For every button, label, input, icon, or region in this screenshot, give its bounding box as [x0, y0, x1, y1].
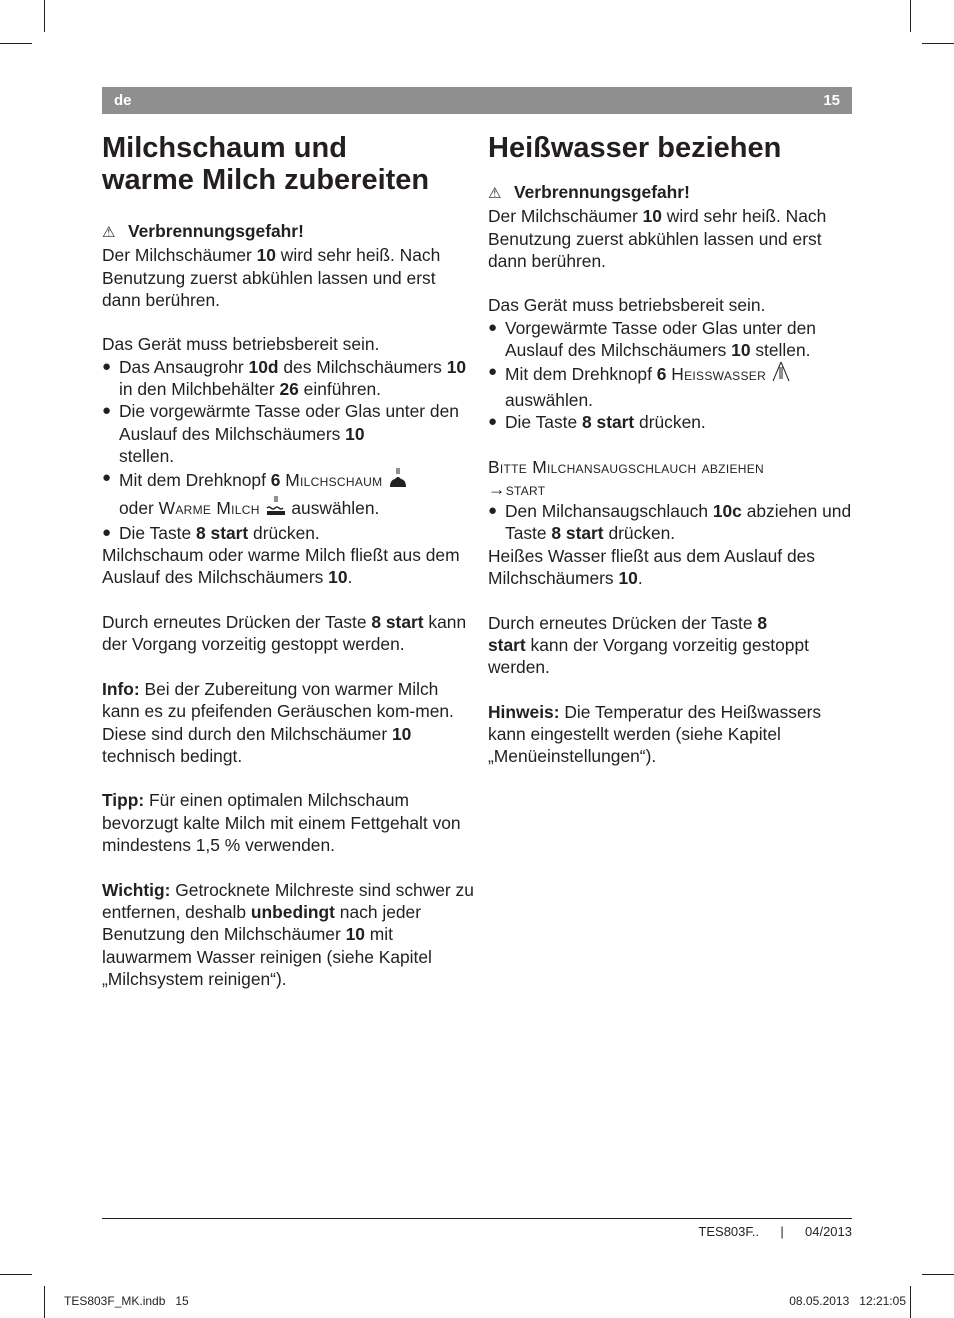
model-number: TES803F..	[698, 1224, 760, 1239]
bullet-icon: ●	[102, 357, 112, 375]
ref-number: 8 start	[371, 612, 424, 633]
text: einführen.	[298, 379, 382, 400]
text: Milchschaum oder warme Milch fließt aus dem Auslauf des Milchschäumers	[102, 545, 460, 588]
ref-number: 10	[642, 206, 662, 227]
flow-text	[488, 545, 854, 590]
edition-date: 04/2013	[805, 1224, 852, 1239]
text: Die Taste	[119, 522, 197, 543]
text: Vorgewärmte Tasse oder Glas unter den Auslauf des Milchschäumers	[505, 317, 816, 361]
text: Für einen optimalen Milchschaum bevorzugt kalte Milch mit einem Fettgehalt von mindestens 1,5 % verwenden.	[102, 790, 461, 856]
ref-number: 10	[328, 567, 348, 588]
ref-number: 10d	[248, 356, 279, 377]
bullet-icon: ●	[488, 318, 498, 336]
title-line: Milchschaum und	[102, 132, 347, 164]
text: Das Ansaugrohr	[119, 356, 249, 377]
text: .	[347, 567, 353, 588]
ready-text: Das Gerät muss betriebsbereit sein.	[488, 295, 766, 316]
ref-number: 26	[279, 379, 299, 400]
list-item	[102, 467, 474, 522]
text: Die Temperatur des Heißwassers kann eingestellt werden (siehe Kapitel „Menüeinstellungen“).	[488, 701, 822, 767]
display-label: Warme Milch	[158, 497, 260, 518]
ref-number: 10	[345, 423, 365, 444]
text: mit lauwarmem Wasser reinigen (siehe Kapitel „Milchsystem reinigen“).	[102, 924, 432, 989]
ref-number: 10	[618, 568, 638, 589]
text: Heißes Wasser fließt aus dem Auslauf des Milchschäumers	[488, 545, 816, 589]
print-slug-file: TES803F_MK.indb 15	[64, 1294, 189, 1308]
important-label: Wichtig:	[102, 879, 171, 900]
important-text	[102, 879, 474, 990]
text: Der Milchschäumer	[102, 245, 257, 266]
ref-number: 10	[731, 340, 751, 361]
crop-mark	[44, 1286, 45, 1318]
ref-number: 6	[656, 364, 667, 385]
list-item	[488, 500, 854, 545]
text: Durch erneutes Drücken der Taste	[488, 612, 758, 633]
text: stellen.	[750, 340, 811, 361]
milk-foam-icon	[387, 467, 409, 494]
separator: |	[780, 1224, 784, 1239]
text: stellen.	[119, 445, 175, 466]
tip-text	[102, 789, 474, 856]
text: Bei der Zubereitung von warmer Milch kann es zu pfeifenden Geräuschen kom-men. Diese sind durch den Milchschäumer	[102, 678, 454, 744]
display-message	[488, 456, 854, 501]
list-item	[488, 361, 854, 411]
warm-milk-icon	[265, 495, 287, 522]
page-header-bar	[102, 87, 852, 114]
info-label: Info:	[102, 678, 140, 699]
text: kann der Vorgang vorzeitig gestoppt werden.	[102, 612, 467, 655]
emphasis: unbedingt	[250, 901, 335, 922]
crop-mark	[44, 0, 45, 32]
text: drücken.	[248, 522, 320, 543]
language-label: de	[114, 92, 132, 109]
right-column	[488, 128, 854, 768]
left-column	[102, 128, 474, 990]
ref-number: 6	[270, 470, 281, 491]
warning-heading	[488, 181, 854, 205]
ref-number: 10	[446, 356, 467, 377]
text: Die Taste	[505, 411, 583, 432]
text: Die vorgewärmte Tasse oder Glas unter den Auslauf des Milchschäumers	[119, 401, 459, 444]
bullet-icon: ●	[488, 363, 498, 381]
list-item	[488, 411, 854, 433]
ref-number: 8 start	[551, 523, 604, 544]
text: Mit dem Drehknopf	[505, 364, 657, 385]
text: drücken.	[634, 411, 706, 432]
note-text	[488, 701, 854, 768]
warning-label: Verbrennungsgefahr!	[514, 182, 690, 202]
crop-mark	[910, 0, 911, 32]
bullet-icon: ●	[488, 412, 498, 430]
text: kann der Vorgang vorzeitig gestoppt werden.	[488, 634, 809, 678]
arrow-icon: →	[488, 478, 506, 499]
crop-mark	[922, 1274, 954, 1275]
display-text: Bitte Milchansaugschlauch abziehen	[488, 456, 764, 477]
display-text: start	[505, 478, 546, 499]
ref-number: 8 start	[582, 411, 635, 432]
text: auswählen.	[286, 497, 380, 518]
text: technisch bedingt.	[102, 745, 243, 766]
ref-number: 8	[757, 612, 768, 633]
warning-label: Verbrennungsgefahr!	[128, 221, 304, 241]
text: oder	[119, 497, 159, 518]
ref-number: 10	[256, 245, 276, 266]
footer-rule	[102, 1218, 852, 1219]
warning-text	[488, 205, 854, 272]
list-item	[102, 522, 474, 544]
bullet-icon: ●	[102, 402, 112, 420]
crop-mark	[0, 43, 32, 44]
section-title-hot-water: Heißwasser beziehen	[488, 132, 782, 164]
warning-text	[102, 244, 474, 311]
crop-mark	[0, 1274, 32, 1275]
note-label: Hinweis:	[488, 701, 560, 722]
text: wird sehr heiß. Nach Benutzung zuerst abkühlen lassen und erst dann berühren.	[488, 206, 827, 271]
section-title-milk	[102, 132, 474, 196]
ref-number: 10	[345, 924, 365, 945]
ref-number: 8 start	[196, 522, 249, 543]
ready-text: Das Gerät muss betriebsbereit sein.	[102, 334, 380, 355]
text: Den Milchansaugschlauch	[505, 501, 713, 522]
stop-text	[102, 611, 474, 656]
text: .	[637, 568, 643, 589]
page-footer	[698, 1224, 852, 1239]
warning-icon: ⚠	[102, 224, 116, 241]
list-item	[102, 400, 474, 467]
warning-heading	[102, 220, 474, 244]
text: Getrocknete Milchreste sind schwer zu entfernen, deshalb	[102, 879, 474, 922]
hot-water-icon	[771, 361, 791, 388]
text: Durch erneutes Drücken der Taste	[102, 612, 372, 633]
text: auswählen.	[505, 389, 593, 410]
text: wird sehr heiß. Nach Benutzung zuerst abkühlen lassen und erst dann berühren.	[102, 245, 441, 310]
bullet-icon: ●	[488, 502, 498, 520]
tip-label: Tipp:	[102, 790, 145, 811]
text: abziehen und Taste	[505, 501, 852, 544]
title-line: warme Milch zubereiten	[102, 164, 430, 196]
bullet-icon: ●	[102, 523, 112, 541]
text: Mit dem Drehknopf	[119, 470, 271, 491]
page-number: 15	[823, 92, 840, 109]
display-label: Milchschaum	[285, 470, 383, 491]
print-slug-timestamp: 08.05.2013 12:21:05	[789, 1294, 906, 1308]
text: des Milchschäumers	[278, 356, 447, 377]
stop-text	[488, 612, 854, 679]
list-item	[102, 356, 474, 401]
crop-mark	[910, 1286, 911, 1318]
text: drücken.	[603, 523, 676, 544]
flow-text	[102, 544, 474, 589]
info-text	[102, 678, 474, 767]
text: in den Milchbehälter	[119, 379, 280, 400]
crop-mark	[922, 43, 954, 44]
ref-number: 10	[391, 723, 412, 744]
ref-number: start	[488, 634, 526, 655]
text: nach jeder Benutzung den Milchschäumer	[102, 901, 421, 945]
text: Der Milchschäumer	[488, 206, 643, 227]
ref-number: 10c	[712, 501, 742, 522]
warning-icon: ⚠	[488, 185, 502, 202]
bullet-icon: ●	[102, 469, 112, 487]
list-item	[488, 317, 854, 362]
display-label: Heisswasser	[671, 364, 767, 385]
